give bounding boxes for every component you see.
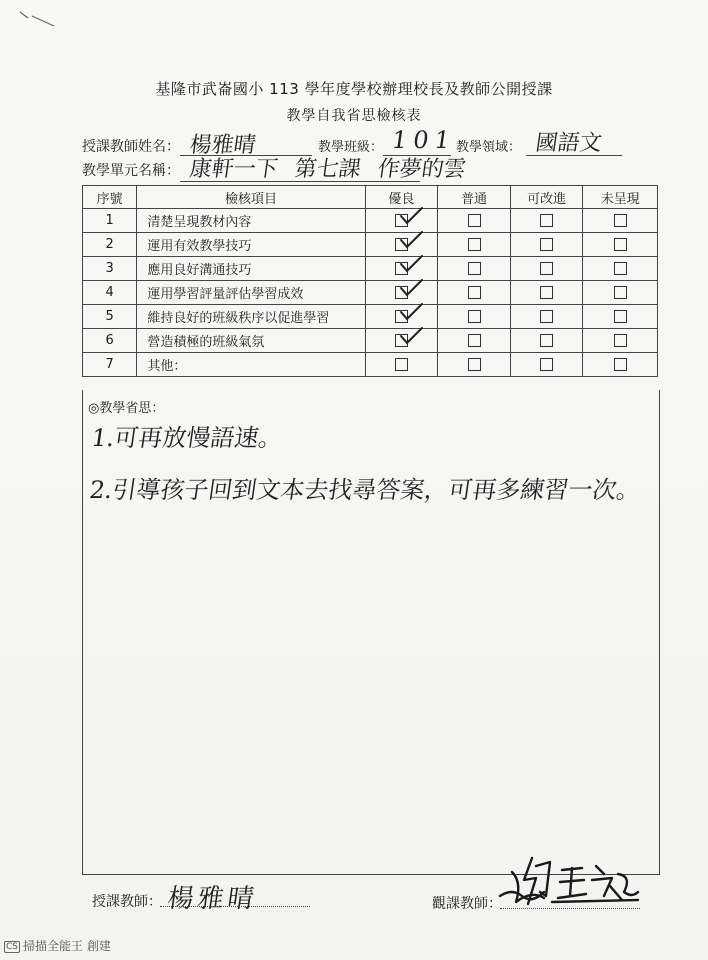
teacher-sign-underline — [160, 906, 310, 907]
header-average: 普通 — [438, 186, 511, 209]
cell-average — [438, 257, 511, 281]
row-number: 5 — [83, 305, 137, 329]
checkbox-excellent[interactable] — [395, 286, 408, 299]
header-no: 序號 — [83, 186, 137, 209]
row-number: 2 — [83, 233, 137, 257]
scan-mark — [18, 8, 58, 28]
row-number: 4 — [83, 281, 137, 305]
row-item: 運用學習評量評估學習成效 — [137, 281, 365, 305]
class-label: 教學班級： — [318, 140, 384, 155]
class-value: 101 — [390, 126, 458, 154]
row-item: 其他： — [137, 353, 365, 377]
table-header-row — [83, 186, 658, 209]
table-row — [83, 305, 658, 329]
cell-excellent — [365, 329, 438, 353]
checkbox-average[interactable] — [468, 334, 481, 347]
tick-mark-icon — [398, 230, 424, 250]
cell-average — [438, 281, 511, 305]
row-number: 7 — [83, 353, 137, 377]
table-row — [83, 353, 658, 377]
checkbox-average[interactable] — [468, 310, 481, 323]
checkbox-improve[interactable] — [540, 238, 553, 251]
teacher-signature: 楊雅晴 — [165, 884, 260, 914]
checkbox-improve[interactable] — [540, 286, 553, 299]
cell-average — [438, 209, 511, 233]
cell-improve — [510, 281, 583, 305]
scanner-watermark — [4, 937, 111, 954]
cell-improve — [510, 353, 583, 377]
unit-label: 教學單元名稱： — [82, 163, 180, 179]
cell-not-shown — [583, 233, 658, 257]
header-item: 檢核項目 — [137, 186, 365, 209]
checkbox-improve[interactable] — [540, 214, 553, 227]
header-improve: 可改進 — [510, 186, 583, 209]
checkbox-excellent[interactable] — [395, 358, 408, 371]
checkbox-not-shown[interactable] — [614, 310, 627, 323]
checkbox-excellent[interactable] — [395, 310, 408, 323]
checkbox-excellent[interactable] — [395, 334, 408, 347]
cell-improve — [510, 257, 583, 281]
cell-excellent — [365, 209, 438, 233]
checkbox-not-shown[interactable] — [614, 214, 627, 227]
checkbox-not-shown[interactable] — [614, 358, 627, 371]
header-excellent: 優良 — [365, 186, 438, 209]
table-row — [83, 257, 658, 281]
cell-excellent — [365, 305, 438, 329]
row-item: 運用有效教學技巧 — [137, 233, 365, 257]
teacher-sign-label: 授課教師： — [92, 894, 162, 910]
cell-excellent — [365, 233, 438, 257]
checkbox-average[interactable] — [468, 238, 481, 251]
observer-signature-handwritten — [492, 852, 642, 912]
document-title: 基隆市武崙國小 113 學年度學校辦理校長及教師公開授課 — [155, 80, 553, 98]
reflection-line-1: 1.可再放慢語速。 — [89, 424, 285, 452]
row-number: 6 — [83, 329, 137, 353]
observer-sign-label: 觀課教師： — [432, 896, 502, 912]
checklist-table — [82, 185, 658, 377]
watermark-text: 掃描全能王 創建 — [23, 939, 111, 953]
document-subtitle: 教學自我省思檢核表 — [286, 108, 422, 124]
tick-mark-icon — [398, 278, 424, 298]
checkbox-not-shown[interactable] — [614, 286, 627, 299]
tick-mark-icon — [398, 326, 424, 346]
cell-excellent — [365, 257, 438, 281]
checklist-body — [83, 209, 658, 377]
cell-improve — [510, 305, 583, 329]
checkbox-excellent[interactable] — [395, 262, 408, 275]
cell-average — [438, 353, 511, 377]
checkbox-average[interactable] — [468, 262, 481, 275]
checkbox-excellent[interactable] — [395, 214, 408, 227]
cell-not-shown — [583, 281, 658, 305]
cell-average — [438, 305, 511, 329]
cell-not-shown — [583, 305, 658, 329]
reflection-line-2: 2.引導孩子回到文本去找尋答案，可再多練習一次。 — [87, 476, 643, 504]
row-item: 清楚呈現教材內容 — [137, 209, 365, 233]
reflection-label: ◎教學省思： — [88, 401, 165, 416]
table-row — [83, 281, 658, 305]
checkbox-average[interactable] — [468, 358, 481, 371]
checkbox-improve[interactable] — [540, 310, 553, 323]
field-underline — [526, 155, 622, 156]
cell-not-shown — [583, 329, 658, 353]
unit-underline — [180, 181, 420, 182]
table-row — [83, 233, 658, 257]
row-item: 維持良好的班級秩序以促進學習 — [137, 305, 365, 329]
cell-average — [438, 329, 511, 353]
cell-improve — [510, 233, 583, 257]
teacher-name-value: 楊雅晴 — [187, 133, 258, 158]
checkbox-improve[interactable] — [540, 262, 553, 275]
observer-sign-underline — [500, 908, 640, 909]
cell-improve — [510, 209, 583, 233]
checkbox-excellent[interactable] — [395, 238, 408, 251]
camscanner-logo-icon: CS — [6, 941, 18, 952]
header-not-shown: 未呈現 — [583, 186, 658, 209]
cell-improve — [510, 329, 583, 353]
row-item: 應用良好溝通技巧 — [137, 257, 365, 281]
cell-not-shown — [583, 257, 658, 281]
unit-value: 康軒一下 第七課 作夢的雲 — [187, 157, 468, 182]
cell-excellent — [365, 281, 438, 305]
cell-average — [438, 233, 511, 257]
row-number: 1 — [83, 209, 137, 233]
row-number: 3 — [83, 257, 137, 281]
checkbox-improve[interactable] — [540, 358, 553, 371]
tick-mark-icon — [398, 254, 424, 274]
checkbox-average[interactable] — [468, 286, 481, 299]
checkbox-not-shown[interactable] — [614, 334, 627, 347]
tick-mark-icon — [398, 302, 424, 322]
checkbox-not-shown[interactable] — [614, 262, 627, 275]
checkbox-not-shown[interactable] — [614, 238, 627, 251]
tick-mark-icon — [398, 206, 424, 226]
cell-not-shown — [583, 353, 658, 377]
cell-not-shown — [583, 209, 658, 233]
table-row — [83, 329, 658, 353]
cell-excellent — [365, 353, 438, 377]
reflection-box — [82, 390, 660, 875]
checkbox-improve[interactable] — [540, 334, 553, 347]
field-label: 教學領域： — [456, 140, 522, 155]
teacher-name-label: 授課教師姓名： — [82, 139, 180, 155]
table-row — [83, 209, 658, 233]
checkbox-average[interactable] — [468, 214, 481, 227]
row-item: 營造積極的班級氣氛 — [137, 329, 365, 353]
field-value: 國語文 — [533, 131, 604, 156]
